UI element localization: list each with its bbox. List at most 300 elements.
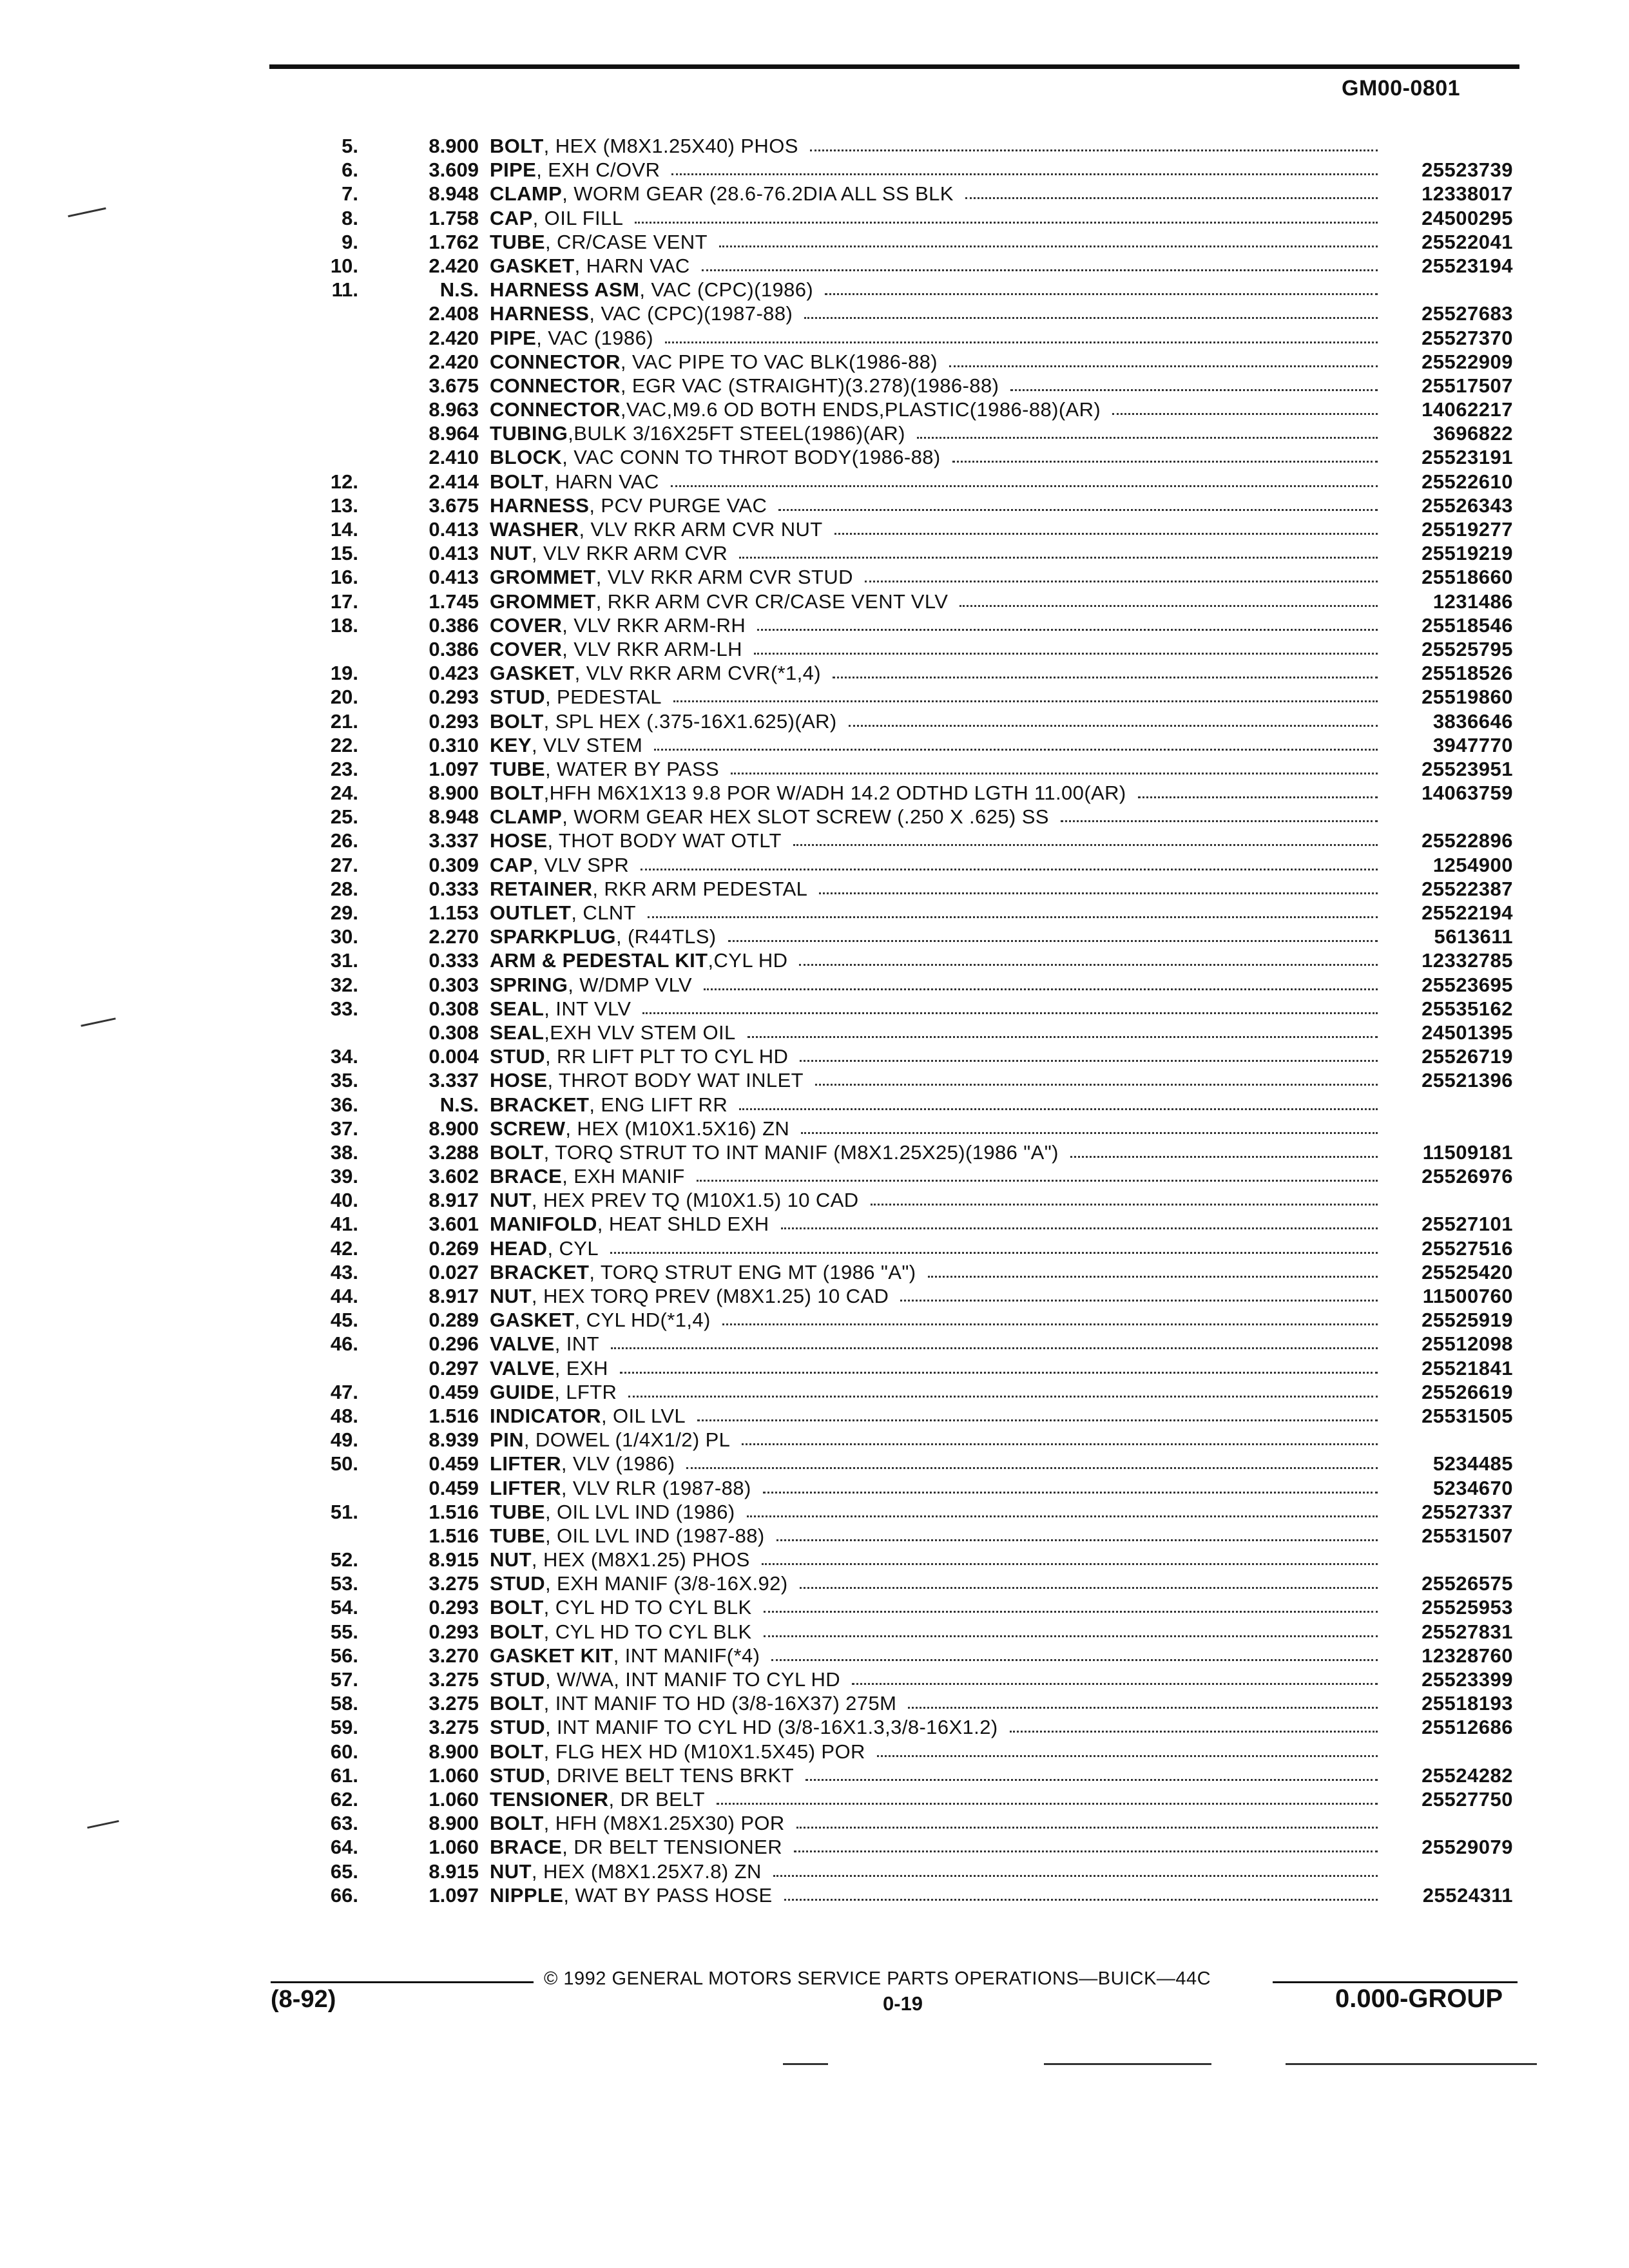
group-number: 1.745 (429, 590, 479, 613)
part-description (490, 254, 1387, 278)
ref-number: 26. (330, 829, 358, 852)
part-description (490, 1835, 1387, 1859)
ref-number: 47. (330, 1380, 358, 1403)
table-row (0, 1667, 1629, 1691)
group-number: 0.297 (429, 1356, 479, 1379)
group-number: 0.309 (429, 853, 479, 876)
part-name: GASKET KIT (490, 1644, 613, 1667)
part-qualifier: , RR LIFT PLT TO CYL HD (545, 1045, 789, 1068)
part-qualifier: , WORM GEAR HEX SLOT SCREW (.250 X .625) SS (562, 805, 1049, 829)
part-description (490, 948, 1387, 972)
part-name: VALVE (490, 1356, 555, 1379)
group-number: 8.963 (429, 398, 479, 421)
ref-number: 37. (330, 1117, 358, 1140)
table-row (0, 374, 1629, 398)
group-number: 1.516 (429, 1404, 479, 1427)
table-row (0, 1188, 1629, 1212)
dot-leader (805, 1763, 1378, 1781)
part-description (490, 901, 1387, 925)
ref-number: 54. (330, 1596, 358, 1619)
part-description (490, 1763, 1387, 1787)
part-name: NUT (490, 1548, 532, 1571)
part-name: TENSIONER (490, 1787, 609, 1811)
group-number: 2.420 (429, 254, 479, 277)
part-name: VALVE (490, 1332, 555, 1356)
dot-leader (671, 158, 1378, 175)
ref-number: 34. (330, 1045, 358, 1068)
group-number: N.S. (439, 1093, 479, 1116)
part-number: 25522387 (1422, 877, 1513, 900)
part-description (490, 613, 1387, 637)
part-qualifier: , HARN VAC (543, 470, 659, 493)
part-qualifier: , VAC (1986) (536, 326, 653, 349)
part-name: BRACKET (490, 1260, 590, 1283)
part-name: GASKET (490, 1309, 575, 1332)
part-number: 25523695 (1422, 973, 1513, 996)
part-name: STUD (490, 686, 545, 709)
dot-leader (773, 1860, 1378, 1877)
group-number: 0.296 (429, 1332, 479, 1356)
part-qualifier: , RKR ARM CVR CR/CASE VENT VLV (595, 590, 949, 613)
ref-number: 12. (330, 470, 358, 493)
ref-number: 60. (330, 1740, 358, 1763)
part-qualifier: , OIL LVL IND (1987-88) (545, 1524, 765, 1547)
table-row (0, 1140, 1629, 1164)
table-row (0, 398, 1629, 421)
dot-leader (776, 1524, 1378, 1541)
group-number: 3.275 (429, 1668, 479, 1691)
table-row (0, 613, 1629, 637)
part-qualifier: , OIL LVL IND (1986) (545, 1500, 735, 1523)
part-name: TUBE (490, 1500, 545, 1523)
ref-number: 28. (330, 877, 358, 900)
part-number: 25522041 (1422, 230, 1513, 253)
part-name: PIN (490, 1428, 524, 1452)
group-number: 0.413 (429, 518, 479, 541)
part-qualifier: ,BULK 3/16X25FT STEEL(1986)(AR) (568, 422, 905, 445)
part-name: LIFTER (490, 1452, 561, 1475)
group-number: 1.762 (429, 230, 479, 253)
table-row (0, 733, 1629, 757)
part-number: 25518526 (1422, 662, 1513, 685)
part-name: NIPPLE (490, 1883, 564, 1907)
table-row (0, 1500, 1629, 1524)
part-description (490, 421, 1387, 445)
ref-number: 32. (330, 973, 358, 996)
dot-leader (781, 1212, 1378, 1229)
ref-number: 64. (330, 1836, 358, 1859)
part-qualifier: , VLV STEM (531, 733, 643, 756)
group-number: 0.386 (429, 637, 479, 660)
ref-number: 40. (330, 1189, 358, 1212)
part-number: 25531505 (1422, 1404, 1513, 1427)
part-qualifier: , VAC (CPC)(1986) (639, 278, 814, 302)
table-row (0, 445, 1629, 469)
part-description (490, 1404, 1387, 1428)
group-number: 0.004 (429, 1045, 479, 1068)
part-description (490, 1021, 1387, 1044)
part-description (490, 1715, 1387, 1739)
dot-leader (1138, 781, 1378, 798)
ref-number: 57. (330, 1668, 358, 1691)
table-row (0, 350, 1629, 374)
ref-number: 13. (330, 494, 358, 517)
part-qualifier: , PEDESTAL (545, 686, 662, 709)
part-name: KEY (490, 733, 532, 756)
dot-leader (635, 206, 1378, 224)
part-name: NUT (490, 542, 532, 565)
part-name: CONNECTOR (490, 374, 621, 397)
ref-number: 55. (330, 1620, 358, 1643)
part-description (490, 1548, 1387, 1571)
part-name: PIPE (490, 159, 537, 182)
group-number: 8.900 (429, 1812, 479, 1835)
group-number: 0.386 (429, 613, 479, 637)
group-number: 1.060 (429, 1836, 479, 1859)
part-qualifier: , PCV PURGE VAC (589, 494, 767, 517)
part-name: BOLT (490, 709, 544, 733)
dot-leader (871, 1188, 1378, 1206)
table-row (0, 1404, 1629, 1428)
table-row (0, 1044, 1629, 1068)
part-description (490, 494, 1387, 517)
table-row (0, 565, 1629, 589)
part-qualifier: , HFH (M8X1.25X30) POR (543, 1812, 785, 1835)
part-qualifier: , W/DMP VLV (568, 973, 692, 996)
part-description (490, 877, 1387, 901)
ref-number: 21. (330, 709, 358, 733)
group-number: 2.270 (429, 925, 479, 948)
part-qualifier: , EXH MANIF (3/8-16X.92) (545, 1572, 788, 1595)
part-qualifier: , EXH (554, 1356, 608, 1379)
dot-leader (722, 1308, 1378, 1325)
group-number: 8.900 (429, 135, 479, 157)
dot-leader (852, 1667, 1378, 1685)
table-row (0, 470, 1629, 494)
table-row (0, 1644, 1629, 1667)
part-qualifier: , OIL LVL (601, 1404, 686, 1427)
dot-leader (801, 1117, 1378, 1134)
dot-leader (784, 1883, 1378, 1901)
group-number: 3.675 (429, 494, 479, 517)
table-row (0, 1308, 1629, 1332)
part-description (490, 709, 1387, 733)
ref-number: 63. (330, 1812, 358, 1835)
part-description (490, 230, 1387, 254)
part-name: HOSE (490, 829, 548, 852)
part-qualifier: , CR/CASE VENT (545, 230, 708, 253)
part-number: 25525420 (1422, 1260, 1513, 1283)
table-row (0, 1428, 1629, 1452)
part-qualifier: , RKR ARM PEDESTAL (592, 877, 808, 900)
part-number: 25521396 (1422, 1069, 1513, 1092)
part-description (490, 565, 1387, 589)
part-description (490, 973, 1387, 997)
table-row (0, 1787, 1629, 1811)
ref-number: 49. (330, 1428, 358, 1452)
part-description (490, 1212, 1387, 1236)
part-name: STUD (490, 1045, 545, 1068)
dot-leader (642, 997, 1378, 1014)
group-number: 0.423 (429, 662, 479, 685)
group-number: 8.948 (429, 182, 479, 206)
table-row (0, 829, 1629, 852)
table-row (0, 1117, 1629, 1140)
part-name: HARNESS (490, 302, 590, 325)
part-qualifier: , VLV RKR ARM CVR NUT (579, 518, 823, 541)
part-qualifier: , OIL FILL (532, 206, 624, 229)
dot-leader (965, 182, 1378, 199)
part-name: OUTLET (490, 901, 572, 924)
part-description (490, 1860, 1387, 1883)
part-description (490, 757, 1387, 781)
part-description (490, 661, 1387, 685)
part-name: STUD (490, 1716, 545, 1739)
part-name: BOLT (490, 1692, 544, 1715)
group-number: 0.413 (429, 566, 479, 589)
part-description (490, 733, 1387, 757)
group-number: 8.900 (429, 1117, 479, 1140)
group-number: 2.420 (429, 350, 479, 373)
dot-leader (825, 278, 1378, 295)
group-number: 0.310 (429, 733, 479, 756)
part-name: WASHER (490, 518, 579, 541)
dot-leader (900, 1284, 1378, 1302)
parts-list (0, 134, 1629, 1907)
dot-leader (620, 1356, 1378, 1374)
part-description (490, 1093, 1387, 1117)
part-qualifier: , VLV SPR (532, 853, 630, 876)
part-number: 25519860 (1422, 686, 1513, 709)
table-row (0, 877, 1629, 901)
part-description (490, 1356, 1387, 1380)
dot-leader (611, 1332, 1378, 1349)
part-name: SEAL (490, 1021, 545, 1044)
dot-leader (717, 1787, 1378, 1805)
group-number: 3.275 (429, 1572, 479, 1595)
ref-number: 56. (330, 1644, 358, 1667)
part-qualifier: , CYL HD TO CYL BLK (543, 1620, 752, 1643)
table-row (0, 685, 1629, 709)
group-number: 2.414 (429, 470, 479, 493)
part-description (490, 445, 1387, 469)
part-description (490, 590, 1387, 613)
part-name: TUBE (490, 757, 545, 780)
table-row (0, 1476, 1629, 1500)
part-qualifier: , HARN VAC (574, 254, 690, 277)
part-description (490, 158, 1387, 182)
table-row (0, 1452, 1629, 1475)
part-number: 25525953 (1422, 1596, 1513, 1619)
table-row (0, 158, 1629, 182)
group-number: 3.275 (429, 1716, 479, 1739)
dot-leader (1112, 398, 1378, 415)
dot-leader (686, 1452, 1378, 1469)
table-row (0, 421, 1629, 445)
part-number: 25525795 (1422, 637, 1513, 660)
part-number: 25527831 (1422, 1620, 1513, 1643)
part-description (490, 781, 1387, 805)
table-row (0, 1691, 1629, 1715)
scan-mark (783, 2063, 828, 2065)
table-row (0, 637, 1629, 661)
dot-leader (959, 590, 1378, 607)
ref-number: 16. (330, 566, 358, 589)
table-row (0, 494, 1629, 517)
group-number: 0.293 (429, 709, 479, 733)
part-qualifier: , INT MANIF(*4) (613, 1644, 760, 1667)
document-id: GM00-0801 (1342, 76, 1461, 101)
date-code: (8-92) (271, 1986, 336, 2013)
table-row (0, 1620, 1629, 1644)
dot-leader (908, 1691, 1378, 1709)
group-number: 0.413 (429, 542, 479, 565)
part-qualifier: ,EXH VLV STEM OIL (544, 1021, 736, 1044)
ref-number: 30. (330, 925, 358, 948)
dot-leader (865, 565, 1378, 582)
dot-leader (799, 948, 1378, 966)
dot-leader (757, 613, 1378, 631)
scan-mark (1286, 2063, 1537, 2065)
dot-leader (671, 470, 1378, 487)
part-qualifier: , CYL HD TO CYL BLK (543, 1596, 752, 1619)
part-name: STUD (490, 1763, 545, 1787)
part-qualifier: , CYL HD(*1,4) (574, 1309, 711, 1332)
part-name: BOLT (490, 1740, 544, 1763)
dot-leader (742, 1428, 1378, 1445)
part-qualifier: , TORQ STRUT ENG MT (1986 "A") (589, 1260, 916, 1283)
table-row (0, 1212, 1629, 1236)
dot-leader (764, 1620, 1378, 1637)
dot-leader (747, 1500, 1378, 1517)
part-description (490, 278, 1387, 302)
group-number: 3.675 (429, 374, 479, 397)
ref-number: 17. (330, 590, 358, 613)
dot-leader (815, 1068, 1378, 1086)
dot-leader (648, 901, 1378, 918)
part-number: 11500760 (1422, 1285, 1513, 1307)
part-qualifier: , CLNT (571, 901, 636, 924)
part-name: CAP (490, 853, 533, 876)
part-description (490, 1620, 1387, 1644)
part-number: 25522194 (1422, 901, 1513, 924)
ref-number: 45. (330, 1309, 358, 1332)
part-qualifier: , INT VLV (544, 997, 631, 1020)
part-name: RETAINER (490, 877, 593, 900)
ref-number: 52. (330, 1548, 358, 1571)
part-name: COVER (490, 613, 563, 637)
dot-leader (771, 1644, 1378, 1661)
ref-number: 42. (330, 1236, 358, 1260)
part-name: NUT (490, 1860, 532, 1883)
part-description (490, 134, 1387, 158)
part-qualifier: , VLV RKR ARM-RH (562, 613, 746, 637)
part-qualifier: , DOWEL (1/4X1/2) PL (523, 1428, 731, 1452)
part-description (490, 1428, 1387, 1452)
part-number: 25526575 (1422, 1572, 1513, 1595)
part-name: SPARKPLUG (490, 925, 616, 948)
dot-leader (728, 925, 1378, 942)
group-number: 1.097 (429, 1883, 479, 1907)
part-number: 25526976 (1422, 1165, 1513, 1188)
part-number: 12338017 (1422, 182, 1513, 206)
part-qualifier: , HEAT SHLD EXH (597, 1213, 769, 1236)
table-row (0, 1093, 1629, 1117)
part-number: 25521841 (1422, 1356, 1513, 1379)
part-description (490, 1524, 1387, 1548)
part-number: 1231486 (1432, 590, 1513, 613)
group-number: 0.308 (429, 1021, 479, 1044)
ref-number: 20. (330, 686, 358, 709)
table-row (0, 1164, 1629, 1188)
dot-leader (762, 1548, 1378, 1565)
ref-number: 53. (330, 1572, 358, 1595)
part-qualifier: , VLV RKR ARM-LH (562, 637, 742, 660)
part-number: 3947770 (1432, 733, 1513, 756)
table-row (0, 1740, 1629, 1763)
table-row (0, 590, 1629, 613)
table-row (0, 805, 1629, 829)
part-name: BLOCK (490, 446, 563, 469)
part-number: 25527337 (1422, 1500, 1513, 1523)
part-description (490, 1740, 1387, 1763)
part-qualifier: , VAC CONN TO THROT BODY(1986-88) (562, 446, 941, 469)
ref-number: 27. (330, 853, 358, 876)
group-number: 3.601 (429, 1213, 479, 1236)
part-qualifier: , (R44TLS) (615, 925, 717, 948)
part-description (490, 326, 1387, 350)
group-number: 8.915 (429, 1860, 479, 1883)
part-name: COVER (490, 637, 563, 660)
group-number: 0.293 (429, 1596, 479, 1619)
part-description (490, 1644, 1387, 1667)
dot-leader (628, 1380, 1378, 1398)
table-row (0, 1021, 1629, 1044)
ref-number: 31. (330, 949, 358, 972)
part-description (490, 470, 1387, 494)
scan-mark (1044, 2063, 1211, 2065)
group-number: 3.275 (429, 1692, 479, 1715)
part-name: TUBE (490, 230, 545, 253)
group-number: 8.900 (429, 782, 479, 805)
part-description (490, 398, 1387, 421)
part-number: 25519219 (1422, 542, 1513, 565)
part-number: 25535162 (1422, 997, 1513, 1020)
group-number: 1.097 (429, 757, 479, 780)
part-qualifier: , EGR VAC (STRAIGHT)(3.278)(1986-88) (620, 374, 999, 397)
part-qualifier: , VLV RKR ARM CVR (531, 542, 728, 565)
part-description (490, 1595, 1387, 1619)
part-number: 5613611 (1434, 925, 1513, 948)
group-number: 1.758 (429, 206, 479, 229)
group-number: 2.410 (429, 446, 479, 469)
page-number: 0-19 (883, 1992, 923, 2015)
ref-number: 38. (330, 1140, 358, 1164)
part-number: 3696822 (1432, 422, 1513, 445)
part-qualifier: , VLV RLR (1987-88) (561, 1476, 751, 1499)
part-description (490, 1284, 1387, 1308)
part-number: 14062217 (1422, 398, 1513, 421)
part-qualifier: , HEX (M8X1.25) PHOS (531, 1548, 750, 1571)
part-qualifier: , ENG LIFT RR (589, 1093, 728, 1116)
part-qualifier: , HEX TORQ PREV (M8X1.25) 10 CAD (531, 1285, 889, 1307)
part-description (490, 925, 1387, 948)
part-description (490, 1452, 1387, 1475)
part-name: NUT (490, 1189, 532, 1212)
ref-number: 59. (330, 1716, 358, 1739)
ref-number: 48. (330, 1404, 358, 1427)
ref-number: 29. (330, 901, 358, 924)
